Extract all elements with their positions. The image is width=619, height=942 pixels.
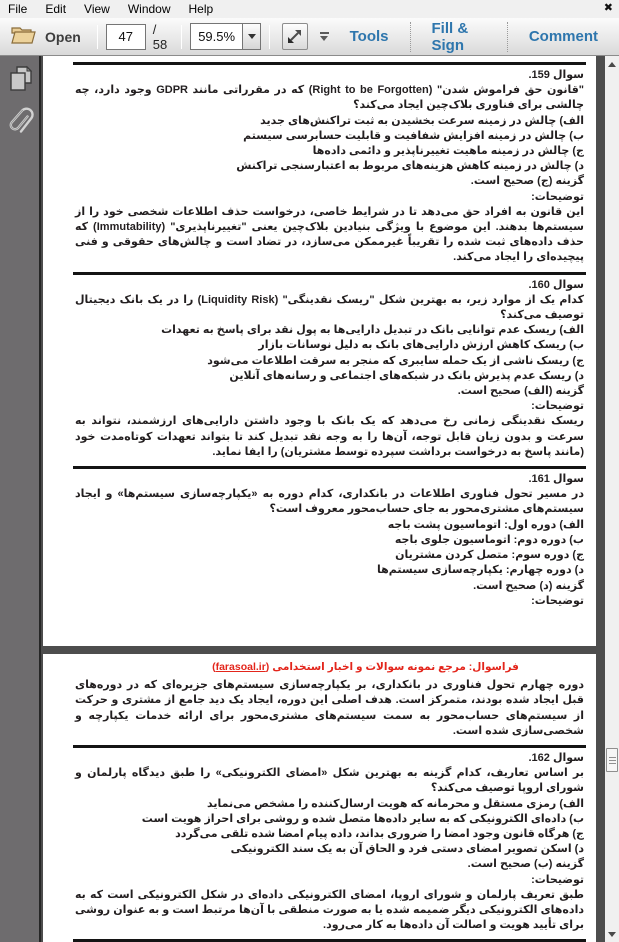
- overflow-bar-icon: [320, 32, 329, 34]
- option-c: ج) دوره سوم: متصل کردن مشتریان: [395, 549, 584, 562]
- question-number: سوال 160.: [528, 278, 584, 291]
- explanation-text: طبق تعریف پارلمان و شورای اروپا، امضای الکترونیکی داده‌ای در شکل الکترونیکی است که به داده‌های الکترونیکی دیگر ضمیمه شده یا به صورت منطقی با آن‌ها مرتبط است و به عنوان روشی برای تأیید هویت و اصالت آن داده‌ها به کار می‌رود.: [75, 888, 584, 932]
- pdf-page-2-flow: [43, 654, 596, 942]
- chevron-down-icon: [248, 34, 256, 39]
- pdf-page-2: [43, 654, 596, 942]
- explanation-text: دوره چهارم تحول فناوری در بانکداری، بر یکپارچه‌سازی سیستم‌های جزیره‌ای که در دوره‌های قبل ایجاد شده بودند، متمرکز است. هدف اصلی این دوره، ایجاد یک دید جامع از مشتری و حرکت از سیستم‌های حساب‌محور به سمت سیستم‌های مشتری‌محور برای ارائه خدمات یکپارچه و شخصی‌سازی شده است.: [75, 679, 584, 737]
- attachments-button[interactable]: [0, 106, 41, 140]
- open-button-label: Open: [45, 28, 81, 45]
- toolbar-divider: [269, 25, 270, 49]
- fill-sign-button[interactable]: Fill & Sign: [431, 19, 469, 54]
- vertical-scrollbar[interactable]: [605, 56, 619, 942]
- question-text: بر اساس تعاریف، کدام گزینه به بهترین شکل «امضای الکترونیکی» را طبق دیدگاه پارلمان و شورای اروپا توصیف می‌کند؟: [75, 767, 584, 795]
- menu-file[interactable]: File: [8, 2, 28, 16]
- explanation-text: این قانون به افراد حق می‌دهد تا در شرایط خاصی، درخواست حذف اطلاعات شخصی خود را از سیستم‌ها بدهند. این موضوع با ویژگی بنیادین بلاک‌چین یعنی "تغییرناپذیری" (Immutability) که حذف داده‌های ثبت شده را تقریباً غیرممکن می‌سازد، در تضاد است و چالش‌های حقوقی و فنی پیچیده‌ای را ایجاد می‌کند.: [75, 205, 584, 264]
- scroll-up-button[interactable]: [605, 56, 619, 72]
- zoom-dropdown-button[interactable]: [242, 23, 261, 50]
- open-folder-icon: [10, 24, 37, 50]
- answer: گزینه (ج) صحیح است.: [470, 175, 584, 188]
- menu-edit[interactable]: Edit: [45, 2, 67, 16]
- question-number: سوال 162.: [528, 752, 584, 765]
- option-c: ج) هرگاه قانون وجود امضا را ضروری بداند، داده پیام امضا شده تلقی می‌گردد: [175, 828, 584, 841]
- toolbar-divider: [181, 25, 182, 49]
- scrollbar-thumb[interactable]: [606, 748, 618, 772]
- option-a: الف) چالش در زمینه سرعت بخشیدن به ثبت تراکنش‌های جدید: [260, 114, 584, 127]
- option-a: الف) دوره اول: اتوماسیون پشت باجه: [387, 518, 584, 531]
- separator-rule: [73, 62, 586, 65]
- pdf-page-1: [43, 56, 596, 646]
- option-d: د) دوره چهارم: یکپارچه‌سازی سیستم‌ها: [376, 564, 584, 577]
- explanation-label: توضیحات:: [531, 400, 584, 413]
- separator-rule: [73, 466, 586, 469]
- menu-window[interactable]: Window: [127, 2, 171, 16]
- option-b: ب) چالش در زمینه افزایش شفافیت و قابلیت حسابرسی سیستم: [243, 129, 584, 142]
- question-text: در مسیر تحول فناوری اطلاعات در بانکداری، کدام دوره به «یکپارچه‌سازی سیستم‌ها» و ایجاد سیستم‌های مشتری‌محور به جای حساب‌محور معروف است؟: [75, 488, 584, 516]
- option-c: ج) ریسک ناشی از یک حمله سایبری که منجر به سرقت اطلاعات می‌شود: [207, 354, 584, 367]
- workspace: [0, 56, 619, 942]
- down-arrow-icon: [608, 932, 616, 937]
- page-thumbnails-icon: [8, 65, 34, 93]
- site-header-suffix: ): [212, 661, 216, 673]
- comment-button[interactable]: Comment: [528, 28, 599, 45]
- page-thumbnails-button[interactable]: [0, 62, 41, 96]
- menu-view[interactable]: View: [84, 2, 110, 16]
- site-link[interactable]: farasoal.ir: [215, 661, 266, 673]
- close-window-icon[interactable]: ✖: [603, 2, 613, 14]
- option-a: الف) ریسک عدم توانایی بانک در تبدیل دارایی‌ها به پول نقد برای پاسخ به تعهدات: [161, 324, 584, 337]
- separator-rule: [73, 745, 586, 748]
- option-a: الف) رمزی مستقل و محرمانه که هویت ارسال‌کننده را مشخص می‌نماید: [207, 797, 584, 810]
- toolbar-right-group: [329, 18, 619, 55]
- site-header: [111, 660, 605, 675]
- pdf-page-1-flow: [43, 56, 596, 609]
- scroll-down-button[interactable]: [605, 926, 619, 942]
- option-d: د) چالش در زمینه کاهش هزینه‌های مربوط به اعتبارسنجی تراکنش: [236, 160, 584, 173]
- page-number-input[interactable]: [106, 24, 146, 50]
- document-pane: [43, 56, 605, 942]
- separator-rule: [73, 272, 586, 275]
- answer: گزینه (د) صحیح است.: [473, 579, 584, 592]
- zoom-value[interactable]: 59.5%: [190, 23, 242, 50]
- toolbar: [0, 18, 619, 56]
- option-b: ب) داده‌ای الکترونیکی که به سایر داده‌ها متصل شده و روشی برای احراز هویت است: [141, 812, 584, 825]
- up-arrow-icon: [608, 62, 616, 67]
- explanation-label: توضیحات:: [531, 190, 584, 203]
- question-text: "قانون حق فراموش شدن" (Right to be Forgotten) که در مقرراتی مانند GDPR وجود دارد، چه چالشی برای فناوری بلاک‌چین ایجاد می‌کند؟: [75, 84, 584, 112]
- paperclip-icon: [7, 106, 35, 140]
- menu-help[interactable]: Help: [188, 2, 214, 16]
- answer: گزینه (الف) صحیح است.: [457, 385, 584, 398]
- diagonal-resize-icon: [286, 28, 303, 45]
- fit-width-button[interactable]: [282, 23, 307, 50]
- question-text: کدام یک از موارد زیر، به بهترین شکل "ریسک نقدینگی" (Liquidity Risk) را در یک بانک دیجیتال توصیف می‌کند؟: [75, 293, 584, 322]
- question-number: سوال 159.: [528, 69, 584, 81]
- page-count-label: / 58: [152, 21, 168, 52]
- question-number: سوال 161.: [528, 473, 584, 486]
- explanation-label: توضیحات:: [531, 873, 584, 886]
- explanation-text: ریسک نقدینگی زمانی رخ می‌دهد که یک بانک با وجود داشتن دارایی‌های ارزشمند، نتواند به سرعت و بدون زیان قابل توجه، آن‌ها را به وجه نقد تبدیل کند تا بتواند تعهدات کوتاه‌مدت خود (مانند پاسخ به درخواست برداشت سپرده توسط مشتریان) را ایفا نماید.: [75, 415, 584, 458]
- tools-button[interactable]: Tools: [349, 28, 389, 45]
- answer: گزینه (ب) صحیح است.: [467, 858, 584, 871]
- open-button[interactable]: [0, 21, 89, 53]
- option-b: ب) دوره دوم: اتوماسیون جلوی باجه: [394, 533, 584, 546]
- menu-bar: [0, 0, 619, 18]
- option-b: ب) ریسک کاهش ارزش دارایی‌های بانک به دلیل نوسانات بازار: [258, 339, 584, 352]
- toolbar-divider: [97, 25, 98, 49]
- zoom-level-control[interactable]: [190, 23, 261, 50]
- toolbar-overflow-menu[interactable]: [320, 32, 329, 41]
- site-header-text: فراسوال: مرجع نمونه سوالات و اخبار استخدامی (: [265, 661, 519, 673]
- navigation-sidebar: [0, 56, 41, 942]
- option-d: د) ریسک عدم پذیرش بانک در شبکه‌های اجتماعی و رسانه‌های آنلاین: [229, 369, 584, 382]
- overflow-triangle-icon: [320, 36, 328, 41]
- option-c: ج) چالش در زمینه ماهیت تغییرناپذیر و دائمی داده‌ها: [312, 145, 584, 158]
- explanation-label: توضیحات:: [531, 594, 584, 607]
- option-d: د) اسکن تصویر امضای دستی فرد و الحاق آن به یک سند الکترونیکی: [230, 843, 584, 856]
